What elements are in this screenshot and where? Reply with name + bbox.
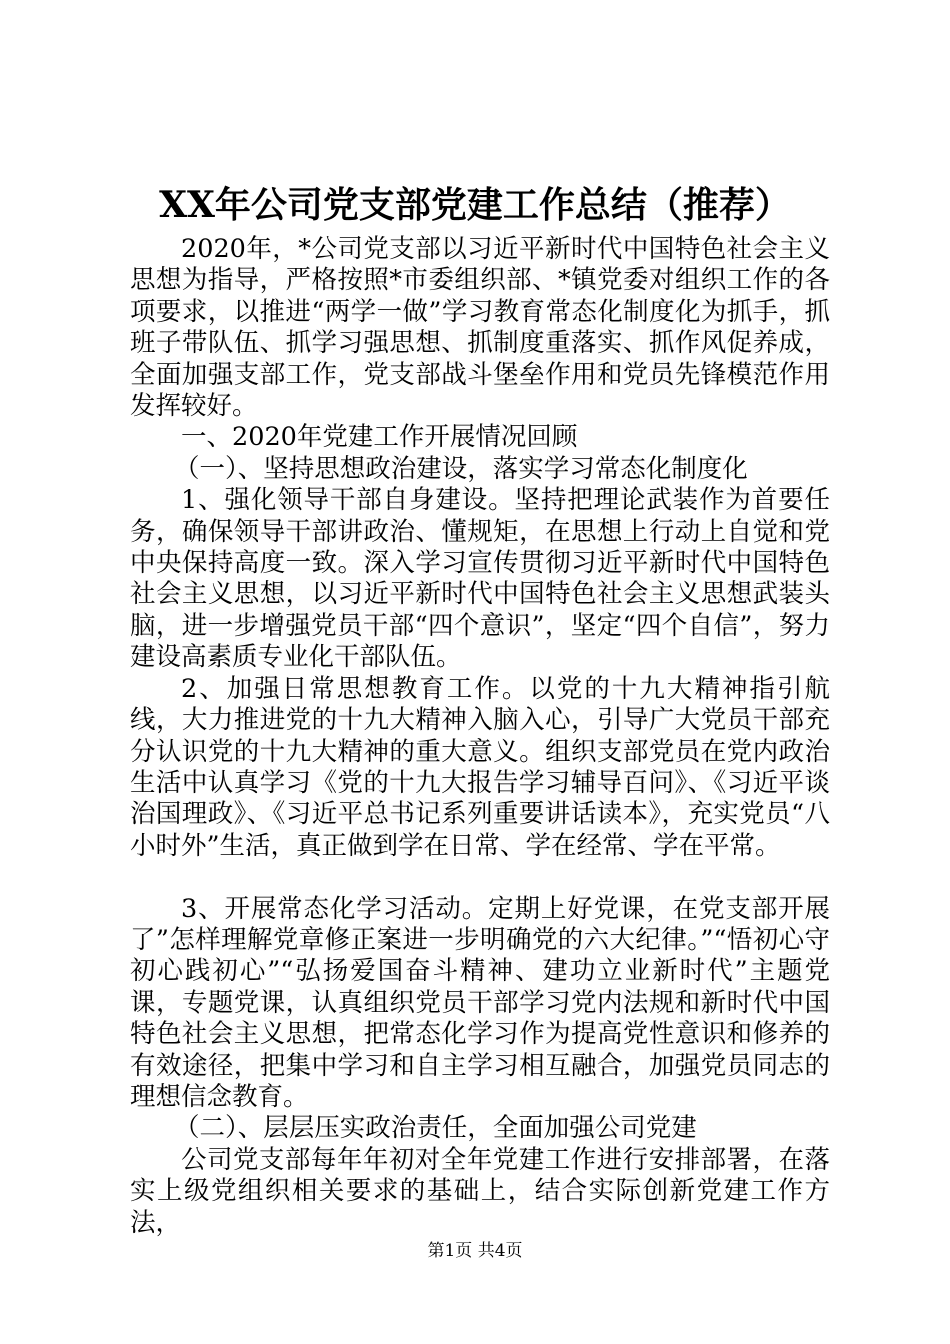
subsection-heading-1: （一）、坚持思想政治建设，落实学习常态化制度化	[174, 453, 748, 484]
paragraph-spacer	[130, 862, 830, 893]
subsection-heading-2: （二）、层层压实政治责任，全面加强公司党建	[174, 1113, 697, 1144]
document-title: XX年公司党支部党建工作总结（推荐）	[159, 184, 791, 226]
paragraph-item-1: 1、强化领导干部自身建设。坚持把理论武装作为首要任务，确保领导干部讲政治、懂规矩，在思想上行动上自觉和党中央保持高度一致。深入学习宣传贯彻习近平新时代中国特色社会主义思想，以习近平新时代中国特色社会主义思想武装头脑，进一步增强党员干部“四个意识”，坚定“四个自信”，努力建设高素质专业化干部队伍。	[130, 485, 830, 673]
section-heading-review: 一、2020年党建工作开展情况回顾	[181, 422, 578, 453]
page-number: 第1页 共4页	[427, 1241, 523, 1261]
paragraph-company: 公司党支部每年年初对全年党建工作进行安排部署，在落实上级党组织相关要求的基础上，结合实际创新党建工作方法，	[130, 1144, 830, 1238]
paragraph-intro: 2020年，*公司党支部以习近平新时代中国特色社会主义思想为指导，严格按照*市委组织部、*镇党委对组织工作的各项要求，以推进“两学一做”学习教育常态化制度化为抓手，抓班子带队伍、抓学习强思想、抓制度重落实、抓作风促养成，全面加强支部工作，党支部战斗堡垒作用和党员先锋模范作用发挥较好。	[130, 234, 830, 422]
document-body	[130, 234, 830, 1239]
paragraph-item-2: 2、加强日常思想教育工作。以党的十九大精神指引航线，大力推进党的十九大精神入脑入心，引导广大党员干部充分认识党的十九大精神的重大意义。组织支部党员在党内政治生活中认真学习《党的十九大报告学习辅导百问》、《习近平谈治国理政》、《习近平总书记系列重要讲话读本》，充实党员“八小时外”生活，真正做到学在日常、学在经常、学在平常。	[130, 673, 830, 861]
paragraph-item-3: 3、开展常态化学习活动。定期上好党课，在党支部开展了”怎样理解党章修正案进一步明确党的六大纪律。”“悟初心守初心践初心”“弘扬爱国奋斗精神、建功立业新时代”主题党课，专题党课，认真组织党员干部学习党内法规和新时代中国特色社会主义思想，把常态化学习作为提高党性意识和修养的有效途径，把集中学习和自主学习相互融合，加强党员同志的理想信念教育。	[130, 893, 830, 1112]
